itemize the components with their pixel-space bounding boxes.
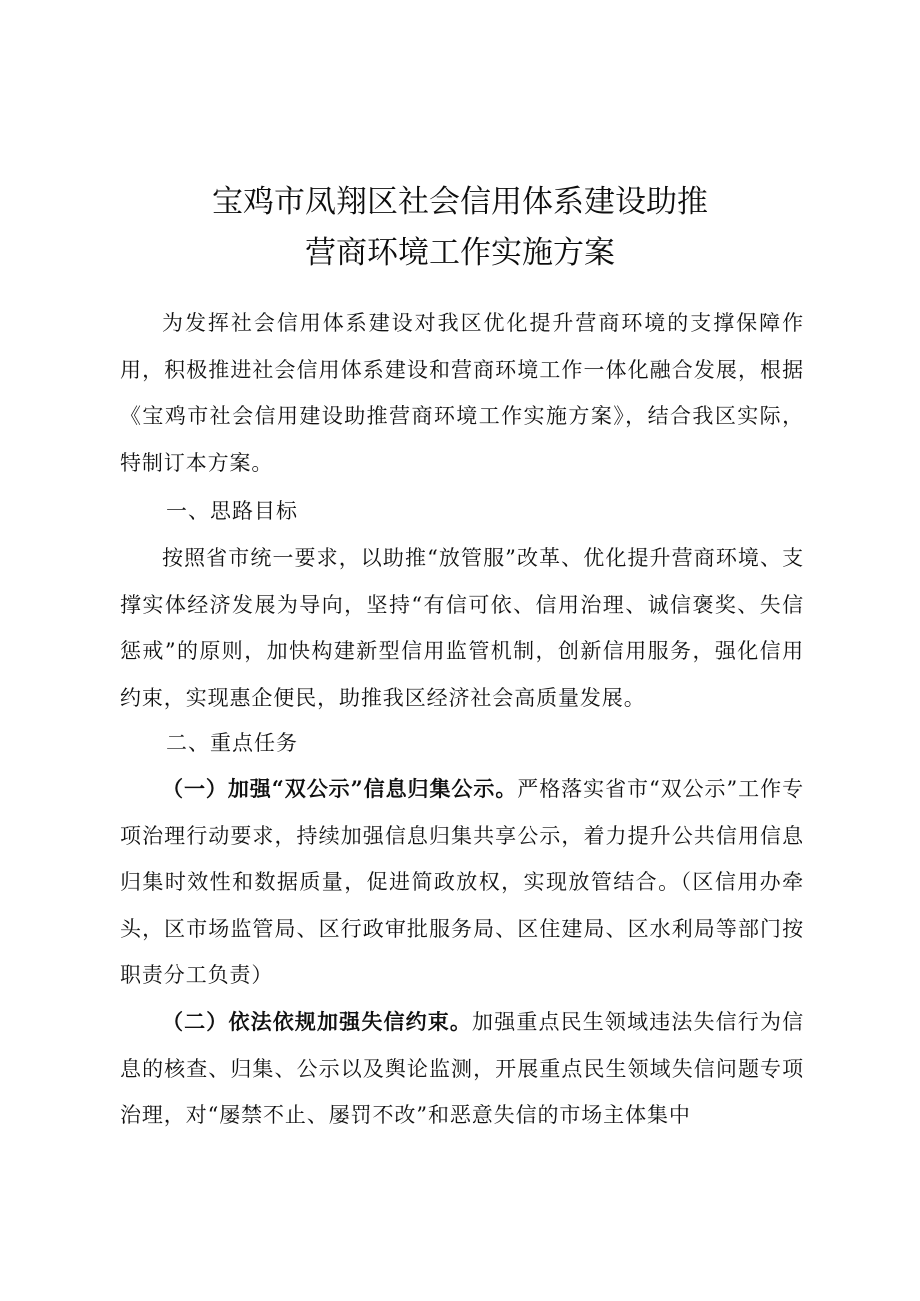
task-2-paragraph [120, 999, 804, 1139]
task-1-body: 严格落实省市“双公示”工作专项治理行动要求，持续加强信息归集共享公示，着力提升公共信用信息归集时效性和数据质量，促进简政放权，实现放管结合。（区信用办牵头，区市场监管局、区行政审批服务局、区住建局、区水利局等部门按职责分工负责） [120, 777, 804, 987]
task-2-body: 加强重点民生领域违法失信行为信息的核查、归集、公示以及舆论监测，开展重点民生领域失信问题专项治理，对“屡禁不止、屡罚不改”和恶意失信的市场主体集中 [120, 1010, 804, 1127]
task-2-lead: （二）依法依规加强失信约束。 [162, 1009, 473, 1034]
document-title-line-2: 营商环境工作实施方案 [305, 235, 615, 271]
section-heading-goals: 一、思路目标 [166, 499, 298, 523]
section-heading-key-tasks: 二、重点任务 [166, 731, 298, 755]
goals-paragraph: 按照省市统一要求，以助推“放管服”改革、优化提升营商环境、支撑实体经济发展为导向，坚持“有信可依、信用治理、诚信褒奖、失信惩戒”的原则，加快构建新型信用监管机制，创新信用服务，强化信用约束，实现惠企便民，助推我区经济社会高质量发展。 [120, 546, 804, 710]
task-1-lead: （一）加强“双公示”信息归集公示。 [162, 776, 518, 801]
intro-paragraph: 为发挥社会信用体系建设对我区优化提升营商环境的支撑保障作用，积极推进社会信用体系建设和营商环境工作一体化融合发展，根据《宝鸡市社会信用建设助推营商环境工作实施方案》，结合我区实际，特制订本方案。 [120, 311, 804, 475]
document-title-line-1: 宝鸡市凤翔区社会信用体系建设助推 [212, 184, 708, 220]
task-1-paragraph [120, 766, 804, 999]
